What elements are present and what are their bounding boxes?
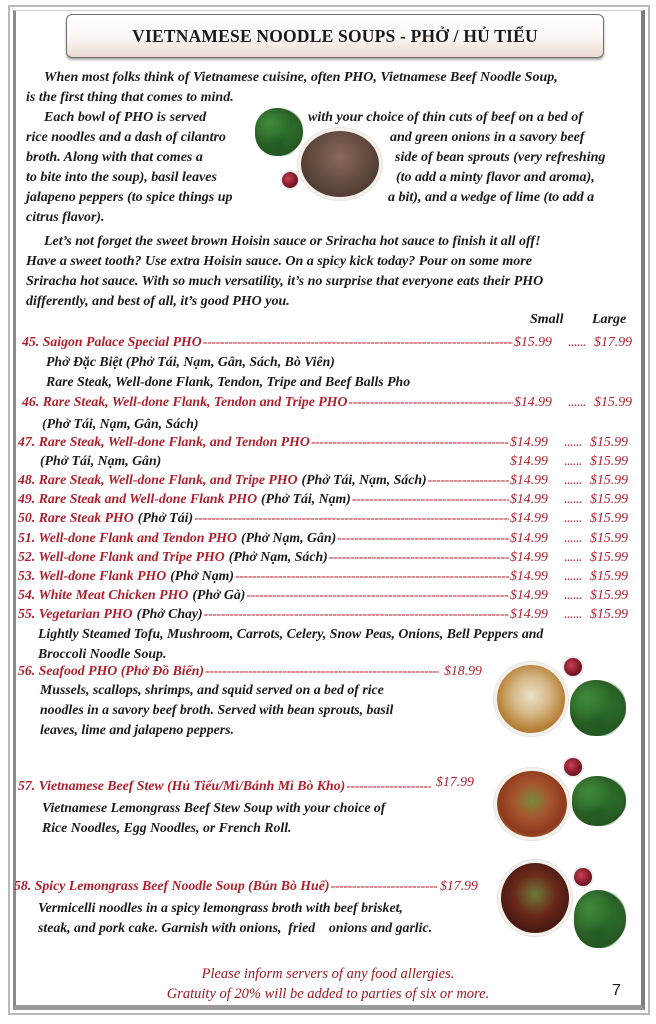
price-large: $15.99: [590, 510, 628, 525]
leader-dots: [203, 332, 513, 352]
price-large: $15.99: [590, 491, 628, 506]
intro-line: broth. Along with that comes a: [26, 150, 203, 165]
price: $17.99: [440, 878, 478, 893]
price-large: $15.99: [590, 587, 628, 602]
leader-dots: [428, 470, 509, 490]
leader-dots: [330, 876, 437, 896]
price-small: $14.99: [510, 434, 548, 449]
leader-dots: [235, 566, 509, 586]
menu-item-54: 54. White Meat Chicken PHO (Phở Gà) ----- $14.99 ...... $15.99: [18, 585, 628, 605]
menu-item-50: 50. Rare Steak PHO (Phở Tái) ----- $14.99 ...... $15.99: [18, 508, 628, 528]
menu-item-57: 57. Vietnamese Beef Stew (Hủ Tiếu/Mì/Bánh Mì Bò Kho) ----- $17.99: [18, 776, 480, 796]
intro-line: jalapeno peppers (to spice things up: [26, 190, 233, 205]
item-description: Vietnamese Lemongrass Beef Stew Soup with your choice of: [42, 800, 386, 815]
leader-dots: [205, 661, 439, 681]
menu-item-55: 55. Vegetarian PHO (Phở Chay) ----- $14.99 ...... $15.99: [18, 604, 628, 624]
item-subtitle: Phở Đặc Biệt (Phở Tái, Nạm, Gân, Sách, Bò Viên): [46, 354, 335, 369]
leader-dots: [352, 489, 509, 509]
price: $18.99: [444, 663, 482, 678]
menu-item-53: 53. Well-done Flank PHO (Phở Nạm) ----- $14.99 ...... $15.99: [18, 566, 628, 586]
size-header-large: Large: [592, 312, 627, 327]
beef-stew-image: [494, 768, 570, 840]
price: $17.99: [436, 774, 474, 789]
intro-line: to bite into the soup), basil leaves: [26, 170, 217, 185]
price-large: $15.99: [594, 394, 632, 409]
item-subtitle: (Phở Tái, Nạm, Gân, Sách): [42, 416, 199, 431]
leader-dots: [311, 432, 509, 452]
intro-line: Each bowl of PHO is served: [44, 110, 207, 125]
intro-line: Let’s not forget the sweet brown Hoisin sauce or Sriracha hot sauce to finish it all off!: [44, 234, 541, 249]
item-description: leaves, lime and jalapeno peppers.: [40, 722, 234, 737]
price-small: $14.99: [510, 510, 548, 525]
intro-line: Have a sweet tooth? Use extra Hoisin sauce. On a spicy kick today? Pour on some more: [26, 254, 532, 269]
price-small: $14.99: [510, 606, 548, 621]
section-title-box: [66, 14, 604, 58]
menu-item-58: 58. Spicy Lemongrass Beef Noodle Soup (Bún Bò Huế) ----- $17.99: [14, 876, 484, 896]
menu-item-46: 46. Rare Steak, Well-done Flank, Tendon and Tripe PHO ----- $14.99 ...... $15.99: [22, 392, 632, 412]
intro-line: citrus flavor).: [26, 210, 105, 225]
price-small: $14.99: [510, 453, 548, 468]
menu-item-45: 45. Saigon Palace Special PHO ----- $15.99 ...... $17.99: [22, 332, 632, 352]
sauce-image: [562, 756, 584, 778]
menu-item-49: 49. Rare Steak and Well-done Flank PHO (Phở Tái, Nạm) ----- $14.99 ...... $15.99: [18, 489, 628, 509]
herbs-image: [574, 890, 626, 948]
intro-line: Sriracha hot sauce. With so much versatility, it’s no surprise that everyone eats their PHO: [26, 274, 544, 289]
item-description: Mussels, scallops, shrimps, and squid served on a bed of rice: [40, 682, 384, 697]
intro-line: is the first thing that comes to mind.: [26, 90, 234, 105]
intro-line: with your choice of thin cuts of beef on a bed of: [308, 110, 583, 125]
price-large: $15.99: [590, 549, 628, 564]
pho-bowl-image: [298, 128, 382, 200]
price-large: $15.99: [590, 530, 628, 545]
leader-dots: [246, 585, 509, 605]
herbs-image: [570, 680, 626, 736]
menu-item-47: 47. Rare Steak, Well-done Flank, and Tendon PHO ----- $14.99 ...... $15.99: [18, 432, 628, 452]
intro-line: differently, and best of all, it’s good PHO you.: [26, 294, 290, 309]
price-small: $14.99: [510, 568, 548, 583]
item-subtitle: Rare Steak, Well-done Flank, Tendon, Tripe and Beef Balls Pho: [46, 374, 411, 389]
leader-dots: [337, 528, 509, 548]
menu-item-56: 56. Seafood PHO (Phở Đồ Biển) ----- $18.99: [18, 661, 488, 681]
price-large: $17.99: [594, 334, 632, 349]
menu-item-51: 51. Well-done Flank and Tendon PHO (Phở Nạm, Gân) ----- $14.99 ...... $15.99: [18, 528, 628, 548]
price-large: $15.99: [590, 568, 628, 583]
leader-dots: [346, 776, 431, 796]
herbs-image: [255, 108, 303, 156]
leader-dots: [204, 604, 509, 624]
intro-line: rice noodles and a dash of cilantro: [26, 130, 226, 145]
price-small: $14.99: [510, 472, 548, 487]
price-large: $15.99: [590, 434, 628, 449]
price-small: $14.99: [510, 587, 548, 602]
page-title: VIETNAMESE NOODLE SOUPS - PHỞ / HỦ TIẾU: [132, 25, 538, 46]
intro-line: and green onions in a savory beef: [390, 130, 585, 145]
bun-bo-hue-image: [498, 860, 572, 936]
intro-line: When most folks think of Vietnamese cuisine, often PHO, Vietnamese Beef Noodle Soup,: [44, 70, 558, 85]
leader-dots: [348, 392, 513, 412]
menu-item-52: 52. Well-done Flank and Tripe PHO (Phở Nạm, Sách) ----- $14.99 ...... $15.99: [18, 547, 628, 567]
leader-dots: [194, 508, 509, 528]
size-header-small: Small: [530, 312, 564, 327]
price-small: $14.99: [510, 491, 548, 506]
intro-line: a bit), and a wedge of lime (to add a: [388, 190, 595, 205]
menu-item-48: 48. Rare Steak, Well-done Flank, and Tripe PHO (Phở Tái, Nạm, Sách) ----- $14.99 ...... $15.99: [18, 470, 628, 490]
leader-dots: [329, 547, 509, 567]
item-description: noodles in a savory beef broth. Served with bean sprouts, basil: [40, 702, 394, 717]
price-small: $15.99: [514, 334, 552, 349]
gratuity-note: Gratuity of 20% will be added to parties of six or more.: [166, 986, 490, 1002]
sauce-image: [562, 656, 584, 678]
price-large: $15.99: [590, 453, 628, 468]
price-small: $14.99: [510, 530, 548, 545]
menu-item-47-sub: (Phở Tái, Nạm, Gân) $14.99 ...... $15.99: [18, 451, 628, 471]
intro-line: side of bean sprouts (very refreshing: [395, 150, 606, 165]
sauce-image: [572, 866, 594, 888]
seafood-pho-image: [494, 662, 568, 736]
item-description: steak, and pork cake. Garnish with onions, fried onions and garlic.: [38, 920, 433, 935]
item-description: Rice Noodles, Egg Noodles, or French Roll.: [42, 820, 292, 835]
intro-line: (to add a minty flavor and aroma),: [396, 170, 595, 185]
price-small: $14.99: [510, 549, 548, 564]
page-number: 7: [612, 982, 621, 999]
item-description: Lightly Steamed Tofu, Mushroom, Carrots, Celery, Snow Peas, Onions, Bell Peppers and: [38, 626, 544, 641]
herbs-image: [572, 776, 626, 826]
allergy-note: Please inform servers of any food allergies.: [201, 966, 455, 982]
sauce-image: [280, 170, 300, 190]
item-description: Broccoli Noodle Soup.: [38, 646, 167, 661]
item-description: Vermicelli noodles in a spicy lemongrass broth with beef brisket,: [38, 900, 403, 915]
price-large: $15.99: [590, 472, 628, 487]
price-small: $14.99: [514, 394, 552, 409]
price-large: $15.99: [590, 606, 628, 621]
